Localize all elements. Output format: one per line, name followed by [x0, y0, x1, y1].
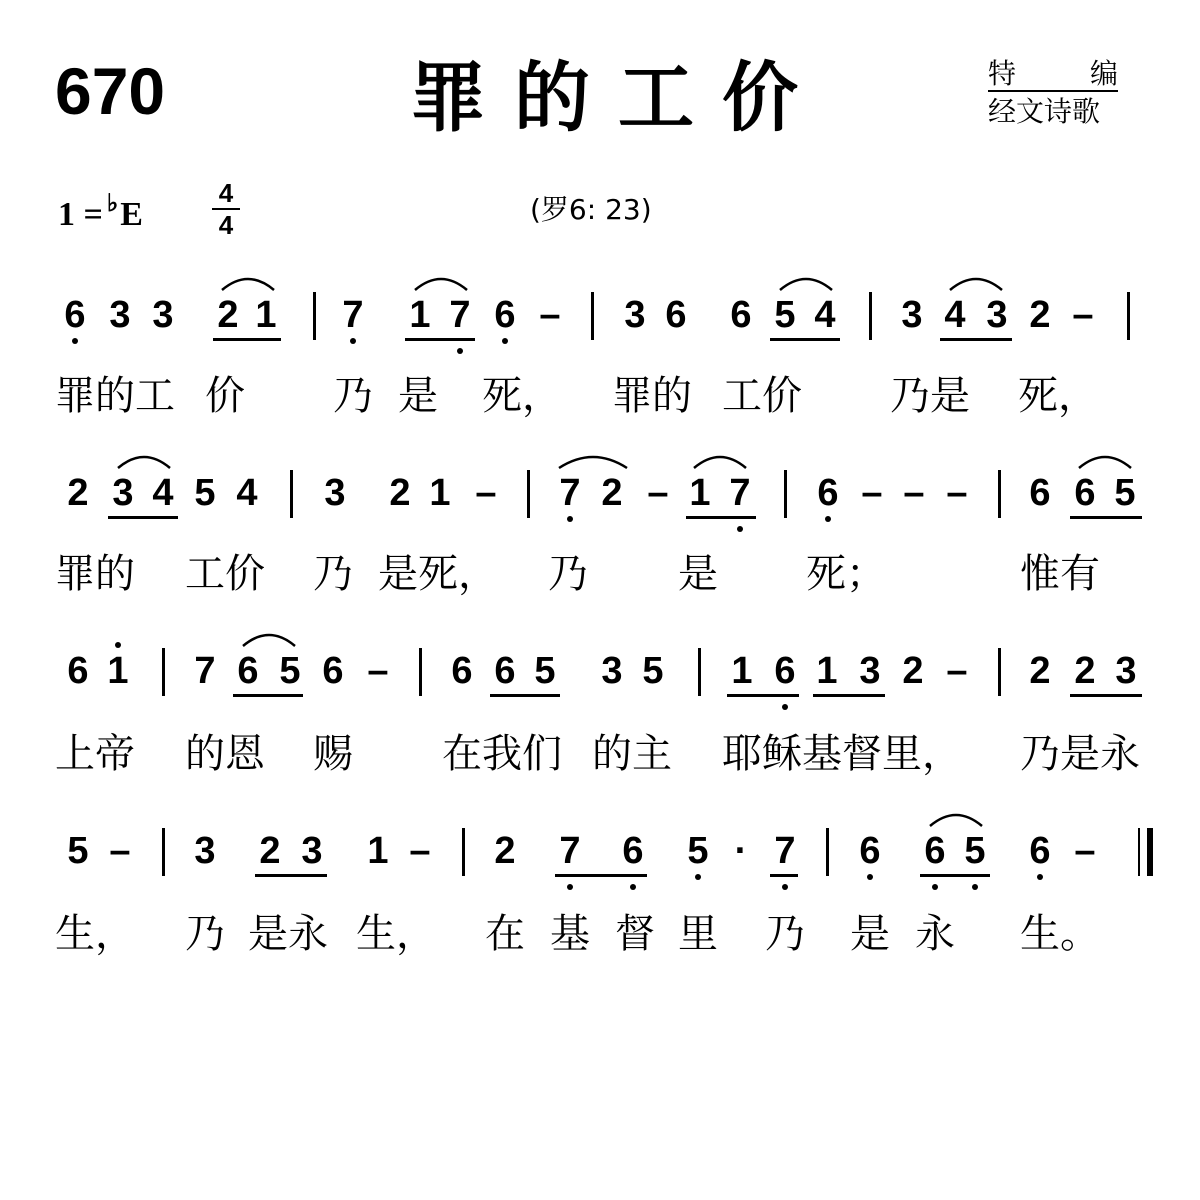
lyric: 赐	[313, 731, 353, 777]
slur	[692, 448, 748, 470]
low-octave-dot	[695, 874, 701, 880]
barline	[826, 828, 829, 876]
note: 2	[389, 472, 411, 514]
barline	[998, 470, 1001, 518]
hymn-title: 罪的工价	[410, 53, 826, 142]
underline	[686, 516, 756, 519]
lyric: 是永	[248, 911, 328, 957]
note: 3	[194, 830, 216, 872]
note: 3	[986, 294, 1008, 336]
note: –	[539, 294, 561, 336]
notation-row-4	[0, 832, 1200, 892]
lyric-row-3	[0, 731, 1200, 784]
note: 6	[730, 294, 752, 336]
note: 6	[665, 294, 687, 336]
note: 6	[322, 650, 344, 692]
note: 4	[152, 472, 174, 514]
note: 1	[107, 650, 129, 692]
note: 6	[494, 650, 516, 692]
note: 2	[67, 472, 89, 514]
note: 1	[689, 472, 711, 514]
lyric: 价	[205, 373, 245, 419]
note: 7	[194, 650, 216, 692]
credit-left: 特	[988, 57, 1017, 90]
notation-row-1	[0, 296, 1200, 356]
underline	[490, 694, 560, 697]
lyric: 是死，	[378, 551, 498, 597]
barline	[313, 292, 316, 340]
underline	[770, 338, 840, 341]
lyric: 是	[678, 551, 718, 597]
scripture-reference: (罗6: 23)	[530, 193, 652, 226]
credit-right: 编	[1089, 57, 1118, 90]
note: 5	[67, 830, 89, 872]
credit-line	[988, 58, 1118, 92]
note: 4	[814, 294, 836, 336]
lyric: 是	[850, 911, 890, 957]
lyric: 上帝	[55, 731, 135, 777]
low-octave-dot	[972, 884, 978, 890]
underline	[1070, 516, 1142, 519]
note: 7	[774, 830, 796, 872]
slur	[220, 270, 276, 292]
note: –	[861, 472, 883, 514]
note: 5	[1114, 472, 1136, 514]
note: 2	[259, 830, 281, 872]
credit-source: 经文诗歌	[988, 95, 1101, 128]
underline	[213, 338, 281, 341]
notation-row-3	[0, 652, 1200, 712]
time-signature-bottom: 4	[218, 210, 234, 240]
slur	[948, 270, 1004, 292]
note: 1	[367, 830, 389, 872]
barline	[162, 648, 165, 696]
note: 3	[152, 294, 174, 336]
lyric: 死；	[806, 551, 886, 597]
low-octave-dot	[502, 338, 508, 344]
underline	[770, 874, 798, 877]
note: 3	[109, 294, 131, 336]
note: 2	[1074, 650, 1096, 692]
note: 3	[601, 650, 623, 692]
note: 6	[859, 830, 881, 872]
barline	[419, 648, 422, 696]
time-signature-top: 4	[212, 180, 240, 210]
note: 6	[451, 650, 473, 692]
note: ·	[734, 830, 748, 872]
low-octave-dot	[350, 338, 356, 344]
low-octave-dot	[457, 348, 463, 354]
note: 6	[494, 294, 516, 336]
slur	[116, 448, 172, 470]
note: 4	[944, 294, 966, 336]
slur	[928, 806, 984, 828]
barline	[1127, 292, 1130, 340]
lyric: 乃	[333, 373, 373, 419]
key-signature	[58, 192, 143, 232]
lyric: 乃是永	[1020, 731, 1140, 777]
high-octave-dot	[115, 642, 121, 648]
barline	[290, 470, 293, 518]
lyric: 生。	[1020, 911, 1100, 957]
note: 2	[1029, 650, 1051, 692]
low-octave-dot	[932, 884, 938, 890]
lyric: 在	[485, 911, 525, 957]
lyric-row-2	[0, 551, 1200, 604]
lyric: 罪的	[55, 551, 135, 597]
final-barline-thin	[1138, 828, 1140, 876]
barline	[527, 470, 530, 518]
slur	[241, 626, 297, 648]
note: 1	[409, 294, 431, 336]
note: 6	[67, 650, 89, 692]
note: 3	[324, 472, 346, 514]
notation-row-2	[0, 474, 1200, 534]
key-prefix: 1 =	[58, 196, 103, 233]
note: 6	[774, 650, 796, 692]
barline	[869, 292, 872, 340]
low-octave-dot	[782, 884, 788, 890]
note: 3	[112, 472, 134, 514]
note: –	[903, 472, 925, 514]
low-octave-dot	[867, 874, 873, 880]
note: 7	[559, 472, 581, 514]
slur	[557, 448, 629, 470]
note: 5	[964, 830, 986, 872]
note: 6	[924, 830, 946, 872]
note: 5	[534, 650, 556, 692]
barline	[784, 470, 787, 518]
underline	[727, 694, 799, 697]
lyric: 生，	[55, 911, 135, 957]
low-octave-dot	[1037, 874, 1043, 880]
note: 2	[494, 830, 516, 872]
lyric: 在我们	[442, 731, 562, 777]
note: 1	[255, 294, 277, 336]
lyric: 里	[678, 911, 718, 957]
note: 6	[1029, 830, 1051, 872]
note: 3	[1115, 650, 1137, 692]
lyric: 督	[615, 911, 655, 957]
low-octave-dot	[72, 338, 78, 344]
lyric: 罪的	[612, 373, 692, 419]
note: 2	[902, 650, 924, 692]
lyric: 乃	[548, 551, 588, 597]
barline	[998, 648, 1001, 696]
note: 7	[729, 472, 751, 514]
lyric: 是	[398, 373, 438, 419]
note: 2	[601, 472, 623, 514]
barline	[162, 828, 165, 876]
note: 6	[64, 294, 86, 336]
note: 5	[279, 650, 301, 692]
lyric: 罪的工	[55, 373, 175, 419]
slur	[778, 270, 834, 292]
lyric-row-1	[0, 373, 1200, 426]
lyric: 的恩	[185, 731, 265, 777]
note: 5	[687, 830, 709, 872]
note: 6	[622, 830, 644, 872]
note: 6	[817, 472, 839, 514]
lyric: 乃	[765, 911, 805, 957]
note: 5	[194, 472, 216, 514]
low-octave-dot	[567, 516, 573, 522]
note: –	[946, 472, 968, 514]
slur	[413, 270, 469, 292]
note: 1	[429, 472, 451, 514]
low-octave-dot	[782, 704, 788, 710]
barline	[698, 648, 701, 696]
underline	[108, 516, 178, 519]
underline	[405, 338, 475, 341]
note: 2	[1029, 294, 1051, 336]
lyric: 乃	[313, 551, 353, 597]
lyric-row-4	[0, 911, 1200, 964]
note: –	[647, 472, 669, 514]
note: –	[1074, 830, 1096, 872]
barline	[462, 828, 465, 876]
lyric: 工价	[185, 551, 265, 597]
lyric: 耶稣基督里，	[722, 731, 962, 777]
note: 3	[624, 294, 646, 336]
low-octave-dot	[825, 516, 831, 522]
note: 6	[237, 650, 259, 692]
lyric: 永	[915, 911, 955, 957]
note: –	[109, 830, 131, 872]
note: 6	[1074, 472, 1096, 514]
underline	[255, 874, 327, 877]
note: 2	[217, 294, 239, 336]
lyric: 死，	[482, 373, 562, 419]
underline	[813, 694, 885, 697]
hymn-number: 670	[55, 54, 166, 128]
note: 5	[774, 294, 796, 336]
note: –	[946, 650, 968, 692]
note: 3	[859, 650, 881, 692]
note: –	[409, 830, 431, 872]
lyric: 乃	[185, 911, 225, 957]
flat-sign: ♭	[106, 191, 119, 217]
note: 1	[816, 650, 838, 692]
lyric: 生，	[356, 911, 436, 957]
note: 4	[236, 472, 258, 514]
low-octave-dot	[737, 526, 743, 532]
note: 3	[901, 294, 923, 336]
final-barline-thick	[1147, 828, 1153, 876]
underline	[233, 694, 303, 697]
note: –	[367, 650, 389, 692]
lyric: 死，	[1018, 373, 1098, 419]
time-signature	[212, 180, 240, 238]
barline	[591, 292, 594, 340]
lyric: 基	[550, 911, 590, 957]
lyric: 惟有	[1020, 551, 1100, 597]
note: 7	[449, 294, 471, 336]
low-octave-dot	[567, 884, 573, 890]
note: 6	[1029, 472, 1051, 514]
note: 1	[731, 650, 753, 692]
lyric: 的主	[592, 731, 672, 777]
underline	[920, 874, 990, 877]
underline	[940, 338, 1012, 341]
key-note: E	[120, 196, 143, 233]
underline	[555, 874, 647, 877]
lyric: 乃是	[890, 373, 970, 419]
note: 7	[559, 830, 581, 872]
low-octave-dot	[630, 884, 636, 890]
underline	[1070, 694, 1142, 697]
note: 3	[301, 830, 323, 872]
note: 5	[642, 650, 664, 692]
slur	[1077, 448, 1133, 470]
note: 7	[342, 294, 364, 336]
lyric: 工价	[722, 373, 802, 419]
note: –	[475, 472, 497, 514]
note: –	[1072, 294, 1094, 336]
